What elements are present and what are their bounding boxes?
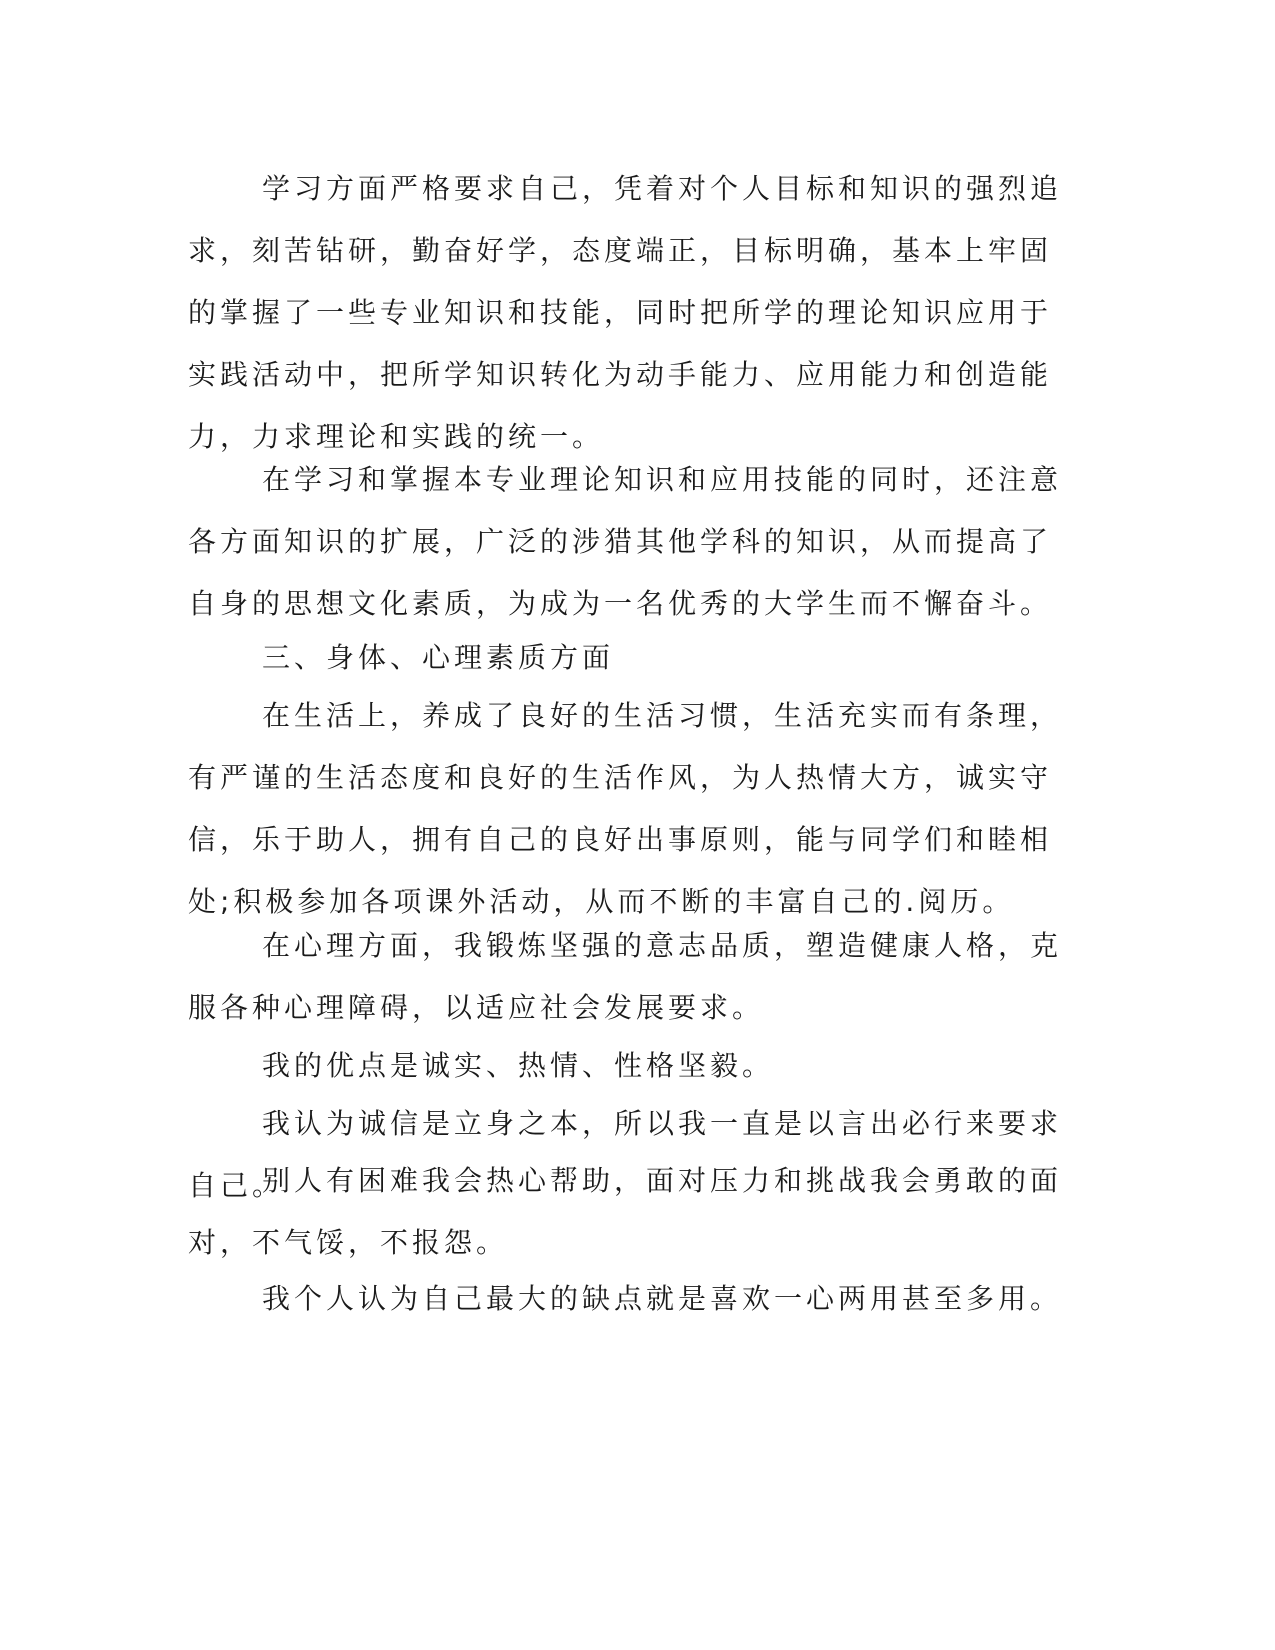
paragraph-life: 在生活上，养成了良好的生活习惯，生活充实而有条理，有严谨的生活态度和良好的生活作风，为人热情大方，诚实守信，乐于助人，拥有自己的良好出事原则，能与同学们和睦相处;积极参加各项课外活动，从而不断的丰富自己的.阅历。: [188, 699, 1063, 918]
paragraph-knowledge: 在学习和掌握本专业理论知识和应用技能的同时，还注意各方面知识的扩展，广泛的涉猎其他学科的知识，从而提高了自身的思想文化素质，为成为一名优秀的大学生而不懈奋斗。: [188, 463, 1063, 620]
paragraph-strengths: 我的优点是诚实、热情、性格坚毅。: [262, 1049, 775, 1082]
paragraph-study: 学习方面严格要求自己，凭着对个人目标和知识的强烈追求，刻苦钻研，勤奋好学，态度端正，目标明确，基本上牢固的掌握了一些专业知识和技能，同时把所学的理论知识应用于实践活动中，把所学知识转化为动手能力、应用能力和创造能力，力求理论和实践的统一。: [188, 172, 1063, 453]
paragraph-weakness: 我个人认为自己最大的缺点就是喜欢一心两用甚至多用。: [262, 1282, 1063, 1315]
paragraph-psychology: 在心理方面，我锻炼坚强的意志品质，塑造健康人格，克服各种心理障碍，以适应社会发展要求。: [188, 929, 1063, 1024]
paragraph-helping: 别人有困难我会热心帮助，面对压力和挑战我会勇敢的面对，不气馁，不报怨。: [188, 1164, 1063, 1259]
section-heading-physical-mental: 三、身体、心理素质方面: [262, 641, 615, 674]
paragraph-integrity: 我认为诚信是立身之本，所以我一直是以言出必行来要求自己。: [188, 1107, 1063, 1202]
